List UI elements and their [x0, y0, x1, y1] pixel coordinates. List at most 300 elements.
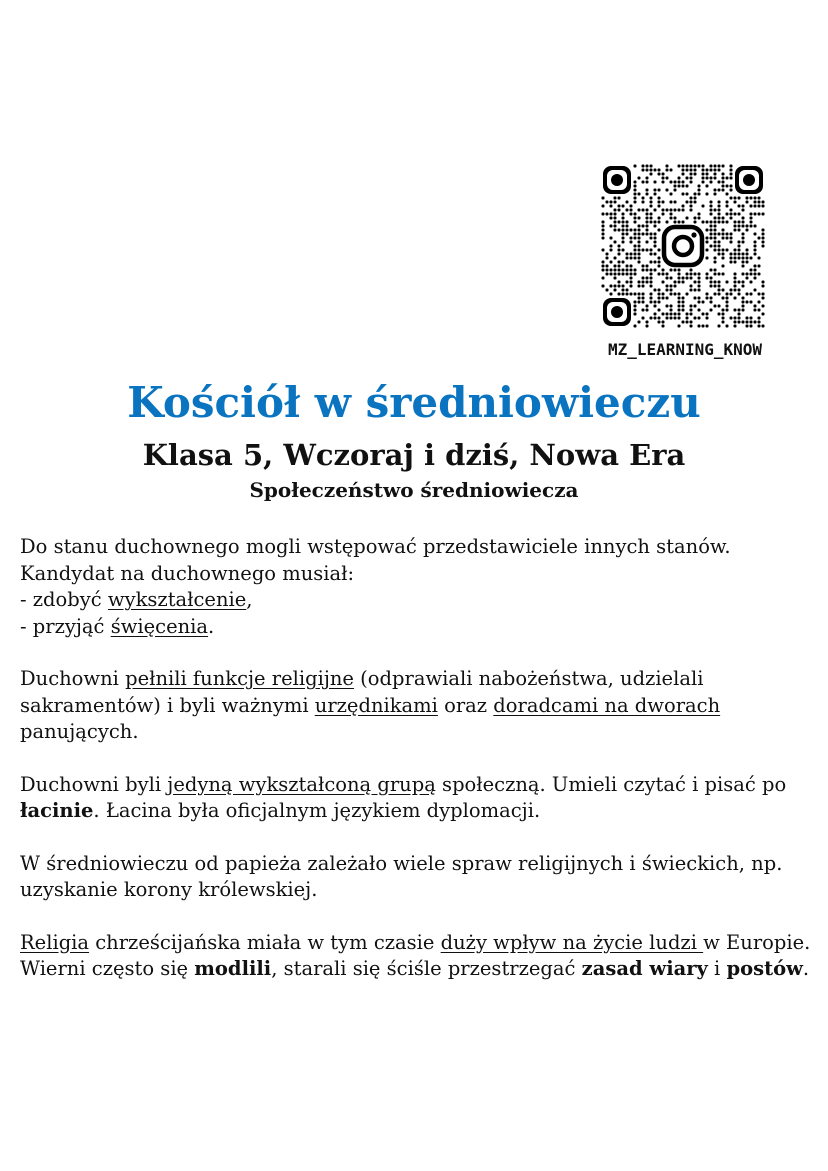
qr-module [646, 169, 649, 172]
qr-module [642, 281, 645, 284]
qr-module [714, 305, 717, 308]
qr-module [618, 261, 621, 264]
qr-username-label: MZ_LEARNING_KNOW [607, 340, 763, 359]
qr-module [682, 321, 685, 324]
qr-module [718, 313, 721, 316]
qr-module [646, 281, 649, 284]
qr-module [606, 265, 609, 268]
qr-module [646, 249, 649, 252]
qr-module [702, 301, 705, 304]
qr-module [674, 293, 677, 296]
qr-module [610, 293, 613, 296]
qr-module [714, 193, 717, 196]
qr-module [730, 177, 733, 180]
qr-module [750, 197, 753, 200]
qr-module [734, 257, 737, 260]
qr-module [734, 285, 737, 288]
qr-module [686, 165, 689, 168]
qr-module [690, 205, 693, 208]
qr-module [634, 217, 637, 220]
qr-module [730, 289, 733, 292]
qr-module [746, 273, 749, 276]
qr-module [630, 229, 633, 232]
qr-module [718, 285, 721, 288]
qr-module [714, 273, 717, 276]
qr-module [670, 217, 673, 220]
qr-module [710, 285, 713, 288]
qr-module [638, 285, 641, 288]
qr-module [602, 237, 605, 240]
qr-module [694, 217, 697, 220]
qr-module [710, 213, 713, 216]
qr-module [650, 221, 653, 224]
qr-module [670, 285, 673, 288]
qr-module [654, 241, 657, 244]
qr-module [746, 321, 749, 324]
qr-module [754, 277, 757, 280]
qr-module [686, 277, 689, 280]
qr-module [714, 281, 717, 284]
qr-module [614, 241, 617, 244]
qr-module [710, 297, 713, 300]
qr-module [630, 273, 633, 276]
qr-module [730, 185, 733, 188]
qr-module [646, 181, 649, 184]
qr-module [710, 181, 713, 184]
qr-module [698, 185, 701, 188]
qr-module [686, 321, 689, 324]
qr-module [702, 169, 705, 172]
qr-module [746, 201, 749, 204]
qr-module [630, 237, 633, 240]
qr-module [746, 225, 749, 228]
qr-module [674, 181, 677, 184]
qr-code [601, 164, 765, 328]
text-fragment: , starali się ściśle przestrzegać [271, 957, 582, 980]
qr-module [762, 305, 765, 308]
qr-module [638, 245, 641, 248]
qr-module [638, 281, 641, 284]
qr-module [706, 177, 709, 180]
qr-module [650, 317, 653, 320]
qr-module [622, 285, 625, 288]
section-title: Społeczeństwo średniowiecza [249, 478, 579, 502]
qr-module [622, 221, 625, 224]
qr-module [622, 237, 625, 240]
qr-module [718, 205, 721, 208]
qr-module [670, 309, 673, 312]
qr-module [730, 165, 733, 168]
qr-module [726, 309, 729, 312]
qr-module [722, 309, 725, 312]
qr-module [722, 273, 725, 276]
qr-module [658, 321, 661, 324]
qr-module [714, 237, 717, 240]
qr-module [674, 201, 677, 204]
qr-module [750, 217, 753, 220]
qr-module [622, 217, 625, 220]
qr-module [674, 285, 677, 288]
qr-module [654, 301, 657, 304]
qr-module [758, 205, 761, 208]
qr-module [714, 169, 717, 172]
bold-term: łacinie [20, 799, 94, 822]
qr-module [618, 229, 621, 232]
qr-module [646, 269, 649, 272]
qr-module [750, 273, 753, 276]
qr-module [662, 213, 665, 216]
qr-module [754, 253, 757, 256]
qr-module [646, 189, 649, 192]
qr-module [738, 289, 741, 292]
qr-module [614, 265, 617, 268]
qr-module [718, 273, 721, 276]
qr-module [694, 281, 697, 284]
qr-module [726, 249, 729, 252]
qr-module [602, 285, 605, 288]
qr-module [754, 233, 757, 236]
qr-module [658, 217, 661, 220]
qr-module [718, 305, 721, 308]
qr-module [698, 297, 701, 300]
qr-module [682, 185, 685, 188]
qr-module [746, 197, 749, 200]
qr-module [606, 273, 609, 276]
qr-module [706, 193, 709, 196]
qr-module [650, 269, 653, 272]
qr-module [658, 169, 661, 172]
qr-module [686, 317, 689, 320]
qr-module [618, 273, 621, 276]
qr-module [646, 209, 649, 212]
qr-module [730, 317, 733, 320]
qr-module [682, 169, 685, 172]
qr-module [750, 213, 753, 216]
qr-module [738, 309, 741, 312]
qr-module [750, 205, 753, 208]
qr-module [694, 173, 697, 176]
qr-module [634, 293, 637, 296]
qr-module [738, 257, 741, 260]
qr-module [726, 293, 729, 296]
qr-module [638, 293, 641, 296]
qr-module [602, 265, 605, 268]
qr-module [614, 201, 617, 204]
qr-module [706, 241, 709, 244]
qr-module [678, 273, 681, 276]
qr-module [726, 281, 729, 284]
qr-module [614, 257, 617, 260]
qr-module [690, 181, 693, 184]
qr-module [730, 213, 733, 216]
qr-module [638, 229, 641, 232]
qr-module [706, 277, 709, 280]
qr-module [622, 213, 625, 216]
qr-module [690, 173, 693, 176]
qr-module [714, 233, 717, 236]
qr-module [690, 309, 693, 312]
qr-module [710, 269, 713, 272]
qr-module [710, 245, 713, 248]
qr-module [710, 169, 713, 172]
qr-module [658, 265, 661, 268]
qr-module [634, 309, 637, 312]
text-fragment: Kandydat na duchownego musiał: [20, 561, 355, 585]
qr-module [678, 185, 681, 188]
qr-module [762, 229, 765, 232]
qr-module [646, 217, 649, 220]
qr-module [602, 269, 605, 272]
qr-module [622, 249, 625, 252]
qr-module [734, 317, 737, 320]
qr-module [734, 281, 737, 284]
qr-module [758, 321, 761, 324]
qr-module [630, 205, 633, 208]
qr-module [666, 273, 669, 276]
text-fragment: Duchowni byli [20, 772, 168, 796]
qr-module [610, 273, 613, 276]
qr-module [718, 249, 721, 252]
qr-module [710, 309, 713, 312]
qr-code-block [598, 164, 772, 359]
qr-module [626, 257, 629, 260]
qr-module [726, 193, 729, 196]
qr-module [650, 293, 653, 296]
qr-module [642, 301, 645, 304]
qr-module [754, 241, 757, 244]
qr-module [634, 185, 637, 188]
qr-module [730, 173, 733, 176]
qr-module [630, 253, 633, 256]
underlined-term: Religia [20, 930, 90, 954]
qr-module [738, 253, 741, 256]
underlined-term: urzędnikami [314, 693, 438, 717]
qr-module [642, 297, 645, 300]
qr-module [630, 209, 633, 212]
qr-module [686, 273, 689, 276]
qr-module [654, 209, 657, 212]
qr-module [670, 269, 673, 272]
qr-module [690, 305, 693, 308]
qr-module [726, 297, 729, 300]
qr-module [742, 253, 745, 256]
qr-module [722, 317, 725, 320]
qr-module [618, 249, 621, 252]
qr-module [614, 225, 617, 228]
qr-module [738, 245, 741, 248]
qr-module [614, 229, 617, 232]
qr-module [678, 313, 681, 316]
qr-module [686, 177, 689, 180]
qr-module [618, 293, 621, 296]
qr-module [642, 277, 645, 280]
qr-module [638, 321, 641, 324]
qr-module [634, 253, 637, 256]
qr-module [698, 281, 701, 284]
qr-module [682, 309, 685, 312]
qr-module [682, 305, 685, 308]
qr-module [746, 277, 749, 280]
text-fragment: , [246, 588, 253, 611]
qr-module [646, 265, 649, 268]
qr-module [690, 273, 693, 276]
qr-module [630, 269, 633, 272]
qr-module [678, 293, 681, 296]
qr-module [674, 269, 677, 272]
qr-module [638, 261, 641, 264]
qr-module [722, 173, 725, 176]
qr-module [762, 297, 765, 300]
qr-module [722, 321, 725, 324]
underlined-term: doradcami na dworach [493, 693, 721, 717]
qr-module [638, 297, 641, 300]
qr-module [694, 289, 697, 292]
text-fragment: w Europie. Wierni często się [20, 930, 811, 980]
qr-module [754, 273, 757, 276]
qr-module [686, 293, 689, 296]
qr-module [642, 293, 645, 296]
qr-module [710, 165, 713, 168]
qr-module [690, 285, 693, 288]
qr-module [626, 289, 629, 292]
qr-module [638, 249, 641, 252]
qr-module [650, 165, 653, 168]
qr-module [642, 233, 645, 236]
qr-module [690, 313, 693, 316]
qr-module [626, 281, 629, 284]
qr-module [690, 177, 693, 180]
qr-module [738, 197, 741, 200]
qr-module [634, 201, 637, 204]
qr-module [690, 197, 693, 200]
qr-module [714, 173, 717, 176]
qr-module [678, 221, 681, 224]
qr-module [678, 317, 681, 320]
qr-module [754, 197, 757, 200]
qr-module [610, 225, 613, 228]
qr-module [634, 313, 637, 316]
qr-module [682, 193, 685, 196]
qr-module [746, 325, 749, 328]
qr-module [630, 265, 633, 268]
qr-module [734, 197, 737, 200]
qr-module [690, 321, 693, 324]
qr-module [646, 229, 649, 232]
qr-module [634, 165, 637, 168]
qr-module [682, 173, 685, 176]
qr-module [714, 165, 717, 168]
qr-module [754, 265, 757, 268]
text-fragment: (odprawiali nabożeństwa, udzielali sakramentów) i byli ważnymi [20, 667, 704, 717]
qr-module [730, 257, 733, 260]
qr-module [642, 265, 645, 268]
qr-module [690, 269, 693, 272]
qr-module [634, 237, 637, 240]
qr-module [710, 229, 713, 232]
qr-module [602, 277, 605, 280]
qr-module [658, 201, 661, 204]
qr-module [670, 305, 673, 308]
qr-module [742, 281, 745, 284]
qr-module [602, 197, 605, 200]
qr-module [670, 289, 673, 292]
qr-module [650, 201, 653, 204]
qr-module [666, 289, 669, 292]
qr-module [654, 237, 657, 240]
qr-module [714, 245, 717, 248]
paragraph-1 [20, 534, 812, 640]
qr-module [626, 273, 629, 276]
qr-module [738, 213, 741, 216]
qr-module [742, 221, 745, 224]
qr-module [758, 325, 761, 328]
qr-module [618, 253, 621, 256]
qr-module [682, 297, 685, 300]
qr-module [646, 305, 649, 308]
qr-module [754, 205, 757, 208]
qr-module [602, 261, 605, 264]
qr-module [642, 309, 645, 312]
qr-module [650, 233, 653, 236]
qr-module [698, 317, 701, 320]
qr-module [722, 297, 725, 300]
qr-module [710, 301, 713, 304]
qr-module [718, 241, 721, 244]
qr-module [630, 277, 633, 280]
text-fragment: - przyjąć [20, 614, 111, 638]
qr-module [602, 249, 605, 252]
qr-module [750, 221, 753, 224]
text-fragment: społeczną. Umieli czytać i pisać po [435, 772, 787, 796]
qr-module [650, 205, 653, 208]
qr-module [758, 197, 761, 200]
qr-module [742, 321, 745, 324]
qr-module [634, 305, 637, 308]
qr-module [750, 225, 753, 228]
qr-module [658, 317, 661, 320]
qr-module [666, 189, 669, 192]
qr-module [654, 317, 657, 320]
qr-module [614, 197, 617, 200]
qr-module [738, 281, 741, 284]
qr-module [714, 261, 717, 264]
qr-module [730, 197, 733, 200]
qr-module [682, 301, 685, 304]
qr-module [678, 301, 681, 304]
qr-module [710, 277, 713, 280]
qr-module [718, 209, 721, 212]
qr-module [730, 189, 733, 192]
qr-module [646, 165, 649, 168]
qr-module [738, 241, 741, 244]
page-title: Kościół w średniowieczu [127, 378, 701, 427]
qr-module [706, 257, 709, 260]
qr-module [642, 165, 645, 168]
qr-module [650, 217, 653, 220]
qr-module [690, 277, 693, 280]
qr-module [626, 253, 629, 256]
qr-module [650, 281, 653, 284]
qr-module [718, 213, 721, 216]
qr-module [734, 253, 737, 256]
qr-module [634, 257, 637, 260]
qr-module [618, 209, 621, 212]
qr-module [714, 177, 717, 180]
qr-module [666, 177, 669, 180]
qr-module [670, 277, 673, 280]
qr-module [666, 209, 669, 212]
qr-module [710, 225, 713, 228]
